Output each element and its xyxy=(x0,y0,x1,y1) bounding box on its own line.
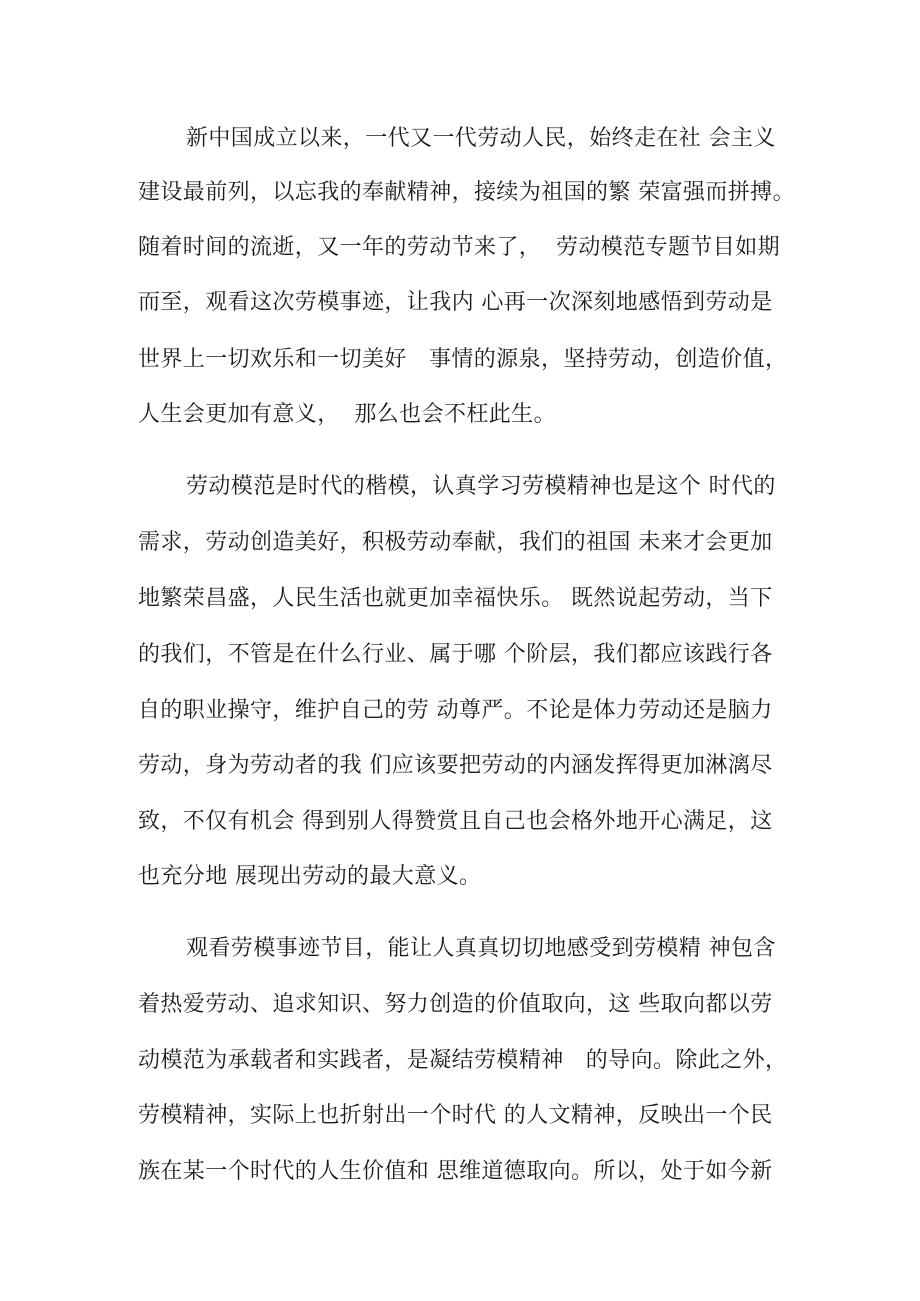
paragraph-3-line-1: 观看劳模事迹节目，能让人真真切切地感受到劳模精 神包含 xyxy=(186,936,776,961)
paragraph-2-line-7: 致，不仅有机会 得到别人得赞赏且自己也会格外地开心满足，这 xyxy=(138,809,773,834)
paragraph-2-line-3: 地繁荣昌盛，人民生活也就更加幸福快乐。 既然说起劳动，当下 xyxy=(138,586,773,611)
paragraph-3-line-2: 着热爱劳动、追求知识、努力创造的价值取向，这 些取向都以劳 xyxy=(138,992,773,1017)
paragraph-2-line-1: 劳动模范是时代的楷模，认真学习劳模精神也是这个 时代的 xyxy=(186,474,776,499)
paragraph-1-line-5: 世界上一切欢乐和一切美好 事情的源泉，坚持劳动，创造价值， xyxy=(138,347,788,372)
paragraph-2-line-5: 自的职业操守，维护自己的劳 动尊严。不论是体力劳动还是脑力 xyxy=(138,698,773,723)
paragraph-2-line-2: 需求，劳动创造美好，积极劳动奉献，我们的祖国 未来才会更加 xyxy=(138,530,773,555)
paragraph-1-line-3: 随着时间的流逝，又一年的劳动节来了， 劳动模范专题节目如期 xyxy=(138,235,780,260)
paragraph-1-line-1: 新中国成立以来，一代又一代劳动人民，始终走在社 会主义 xyxy=(186,126,776,151)
paragraph-2-line-8: 也充分地 展现出劳动的最大意义。 xyxy=(138,864,482,889)
paragraph-1-line-2: 建设最前列，以忘我的奉献精神，接续为祖国的繁 荣富强而拼搏。 xyxy=(138,180,795,205)
paragraph-3-line-4: 劳模精神，实际上也折射出一个时代 的人文精神，反映出一个民 xyxy=(138,1103,773,1128)
paragraph-2-line-6: 劳动，身为劳动者的我 们应该要把劳动的内涵发挥得更加淋漓尽 xyxy=(138,753,773,778)
paragraph-3-line-5: 族在某一个时代的人生价值和 思维道德取向。所以，处于如今新 xyxy=(138,1159,773,1184)
paragraph-1-line-6: 人生会更加有意义， 那么也会不枉此生。 xyxy=(138,402,556,427)
paragraph-1-line-4: 而至，观看这次劳模事迹，让我内 心再一次深刻地感悟到劳动是 xyxy=(138,290,773,315)
paragraph-3-line-3: 动模范为承载者和实践者，是凝结劳模精神 的导向。除此之外， xyxy=(138,1048,788,1073)
paragraph-2-line-4: 的我们，不管是在什么行业、属于哪 个阶层，我们都应该践行各 xyxy=(138,642,773,667)
